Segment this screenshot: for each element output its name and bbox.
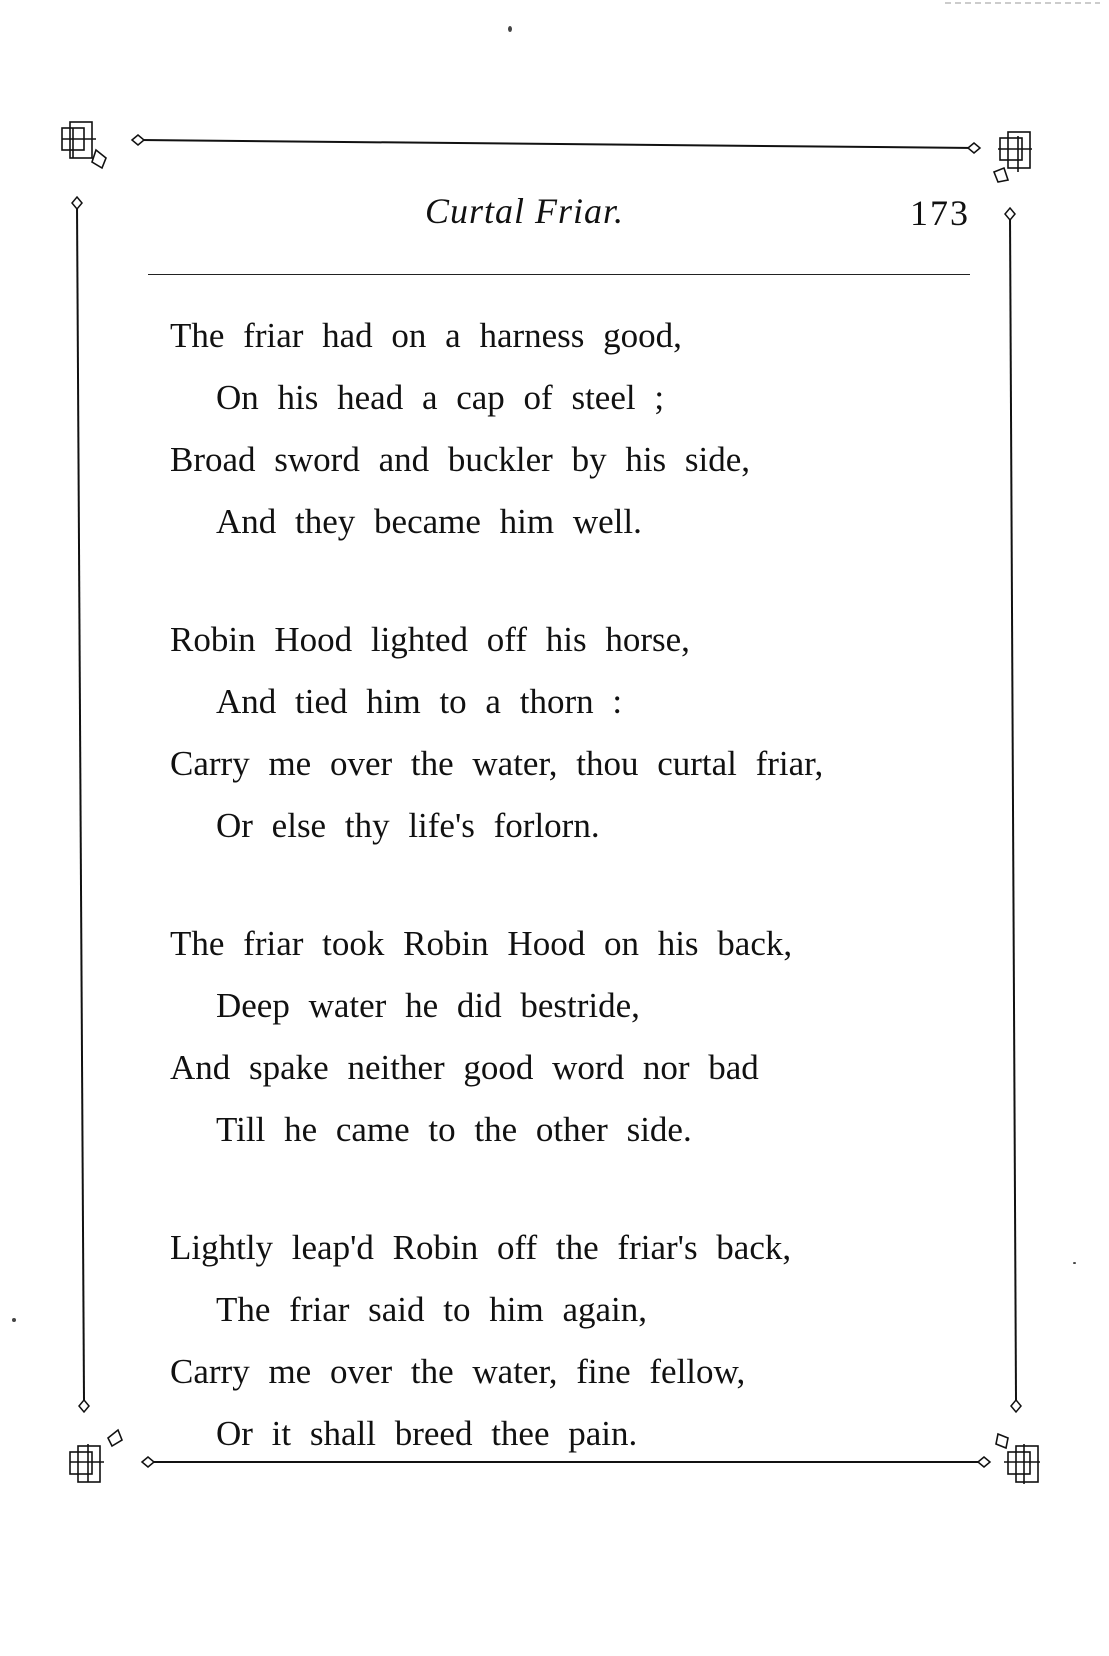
running-head bbox=[150, 190, 970, 240]
verse-line: The friar had on a harness good, bbox=[170, 316, 682, 355]
corner-ornament-bottom-right bbox=[996, 1434, 1040, 1484]
diamond-icon bbox=[142, 1457, 154, 1467]
corner-ornament-top-left bbox=[62, 122, 106, 168]
diamond-icon bbox=[1011, 1400, 1021, 1412]
corner-ornament-bottom-left bbox=[70, 1430, 122, 1482]
verse-line: And tied him to a thorn : bbox=[216, 682, 623, 721]
stanza bbox=[170, 1217, 970, 1465]
verse-line: On his head a cap of steel ; bbox=[216, 378, 665, 417]
left-border-line bbox=[77, 205, 84, 1400]
diamond-icon bbox=[79, 1400, 89, 1412]
verse-line: Lightly leap'd Robin off the friar's back, bbox=[170, 1228, 792, 1267]
stanza bbox=[170, 609, 970, 857]
verse-line: Carry me over the water, thou curtal friar, bbox=[170, 744, 824, 783]
scan-speck bbox=[508, 26, 512, 32]
verse-line: Till he came to the other side. bbox=[216, 1110, 692, 1149]
verse-line: Or else thy life's forlorn. bbox=[216, 806, 600, 845]
header-rule bbox=[148, 274, 970, 275]
verse-line: Or it shall breed thee pain. bbox=[216, 1414, 638, 1453]
page-number: 173 bbox=[910, 193, 970, 233]
scan-speck bbox=[12, 1318, 16, 1322]
diamond-icon bbox=[132, 135, 144, 145]
verse-line: The friar took Robin Hood on his back, bbox=[170, 924, 793, 963]
verse-line: The friar said to him again, bbox=[216, 1290, 647, 1329]
stanza bbox=[170, 913, 970, 1161]
diamond-icon bbox=[978, 1457, 990, 1467]
stanza bbox=[170, 305, 970, 553]
running-title: Curtal Friar. bbox=[425, 191, 625, 231]
verse-line: Broad sword and buckler by his side, bbox=[170, 440, 751, 479]
verse-line: Deep water he did bestride, bbox=[216, 986, 640, 1025]
right-border-line bbox=[1010, 215, 1016, 1400]
verse-line: Carry me over the water, fine fellow, bbox=[170, 1352, 746, 1391]
diamond-icon bbox=[968, 143, 980, 153]
verse-line: Robin Hood lighted off his horse, bbox=[170, 620, 690, 659]
verse-line: And spake neither good word nor bad bbox=[170, 1048, 759, 1087]
diamond-icon bbox=[72, 197, 82, 209]
top-border-line bbox=[140, 140, 975, 148]
verse-line: And they became him well. bbox=[216, 502, 642, 541]
corner-ornament-top-right bbox=[994, 132, 1032, 182]
poem-body bbox=[170, 305, 970, 1521]
scan-speck bbox=[1073, 1262, 1076, 1264]
diamond-icon bbox=[1005, 208, 1015, 220]
